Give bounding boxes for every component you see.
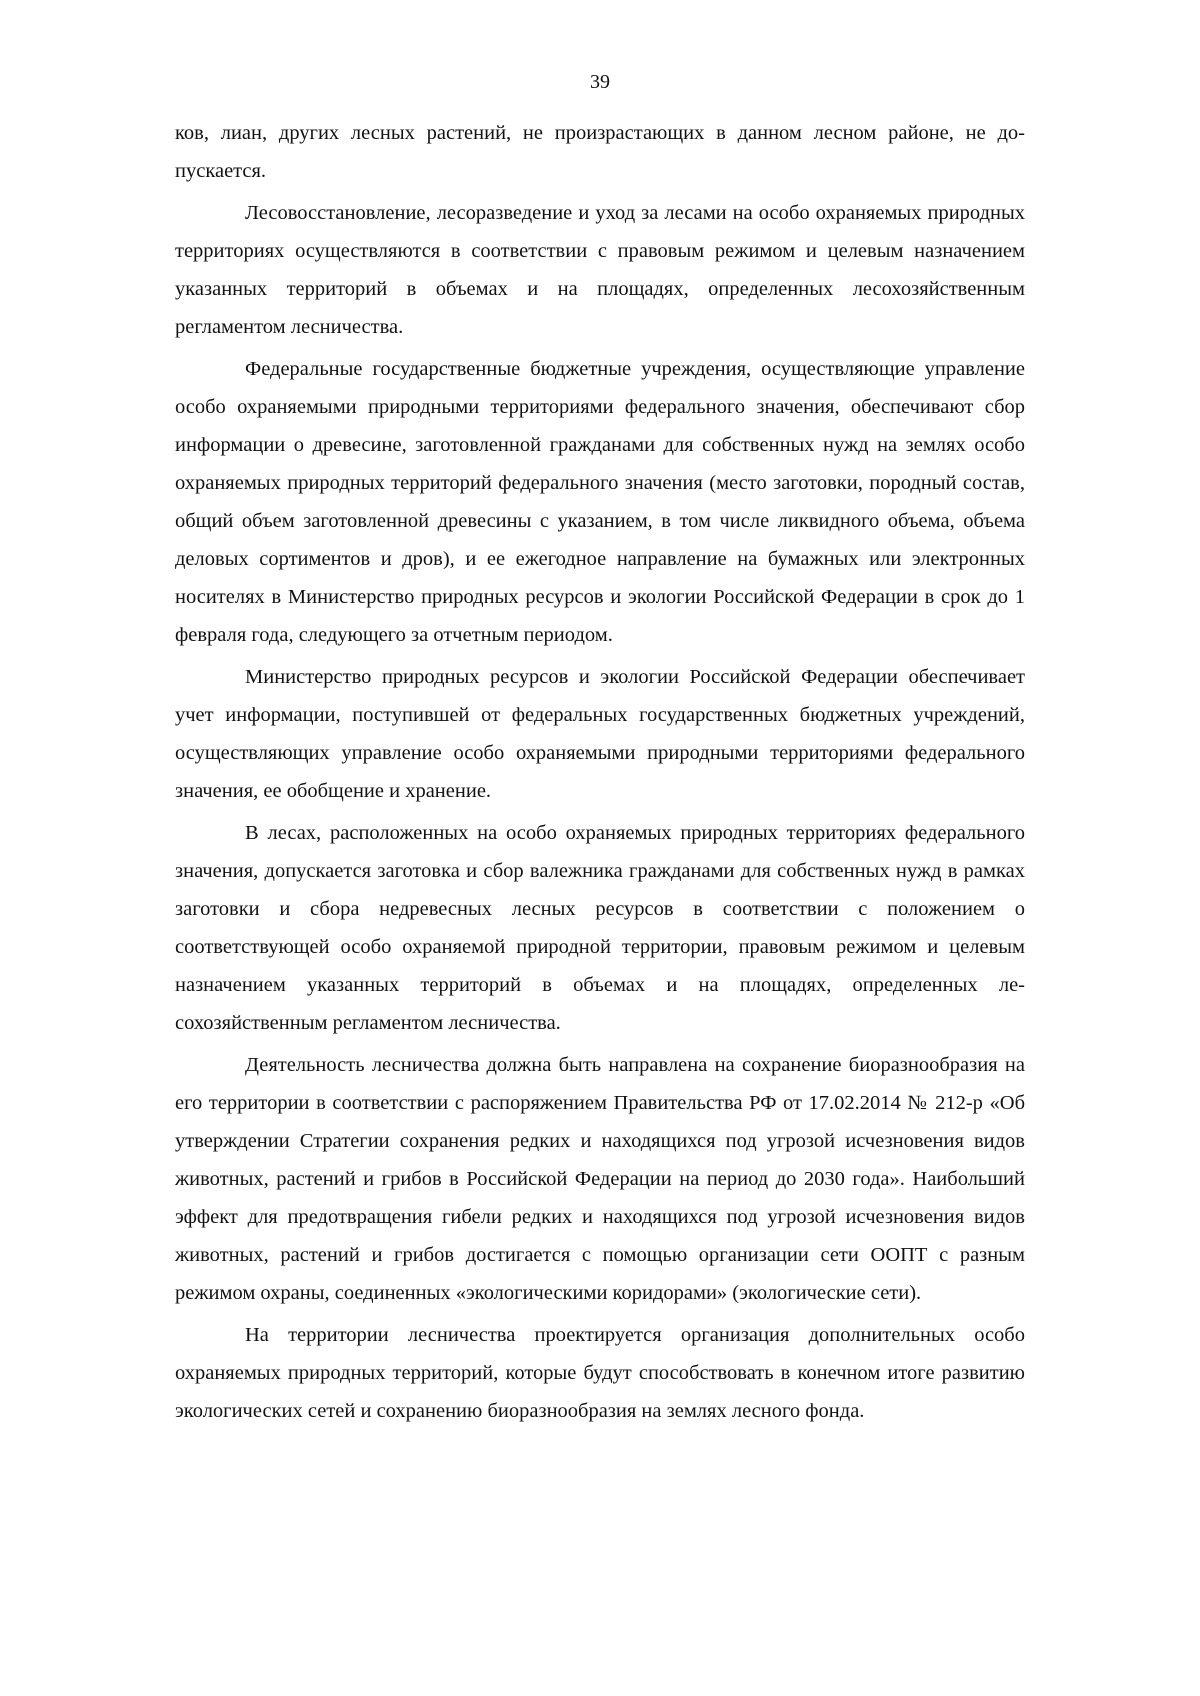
paragraph-ministry: Министерство природных ресурсов и экологии Российской Федерации обеспечивает учет информации, поступившей от федеральных государственных бюджетных учреждений, осуществляющих управление особо охраняемыми природными территориями федерального значения, ее обобщение и хранение. [175, 666, 1025, 802]
page-number: 39 [590, 71, 610, 93]
paragraph-biodiversity: Деятельность лесничества должна быть направлена на сохранение биоразнообразия на его территории в соответствии с распоряжением Правительства РФ от 17.02.2014 № 212-р «Об утверждении Стратегии сохранения редких и находящихся под угрозой исчезновения видов животных, растений и грибов в Российской Федерации на период до 2030 года». Наибольший эффект для предотвращения гибели редких и находящихся под угрозой исчезновения видов животных, растений и грибов достигается с помощью организации сети ООПТ с разным режимом охраны, соединенных «экологическими коридорами» (экологические сети). [175, 1054, 1025, 1304]
paragraph-reforestation: Лесовосстановление, лесоразведение и уход за лесами на особо охраняемых природных территориях осуществляются в соответствии с правовым режимом и целевым назначением указанных территорий в объемах и на площадях, определенных лесохозяйственным регламентом лесничества. [175, 202, 1025, 338]
document-body [175, 114, 1025, 1434]
paragraph-protected-areas-plan: На территории лесничества проектируется организация дополнительных особо охраняемых природных территорий, которые будут способствовать в конечном итоге развитию экологических сетей и сохранению биоразнообразия на землях лесного фонда. [175, 1324, 1025, 1422]
paragraph-federal-institutions: Федеральные государственные бюджетные учреждения, осуществляющие управление особо охраняемыми природными территориями федерального значения, обеспечивают сбор информации о древесине, заготовленной гражданами для собственных нужд на землях особо охраняемых природных территорий федерального значения (место заготовки, породный состав, общий объем заготовленной древесины с указанием, в том числе ликвидного объема, объема деловых сортиментов и дров), и ее ежегодное направление на бумажных или электронных носителях в Министерство природных ресурсов и экологии Российской Федерации в срок до 1 февраля года, следующего за отчетным периодом. [175, 358, 1025, 646]
paragraph-deadwood-harvesting: В лесах, расположенных на особо охраняемых природных территориях федерального значения, допускается заготовка и сбор валежника гражданами для собственных нужд в рамках заготовки и сбора недревесных лесных ресурсов в соответствии с положением о соответствующей особо охраняемой природной территории, правовым режимом и целевым назначением указанных территорий в объемах и на площадях, определенных лесохозяйственным регламентом лесничества. [175, 822, 1025, 1034]
paragraph-continuation: ков, лиан, других лесных растений, не произрастающих в данном лесном районе, не допускается. [175, 122, 1025, 182]
